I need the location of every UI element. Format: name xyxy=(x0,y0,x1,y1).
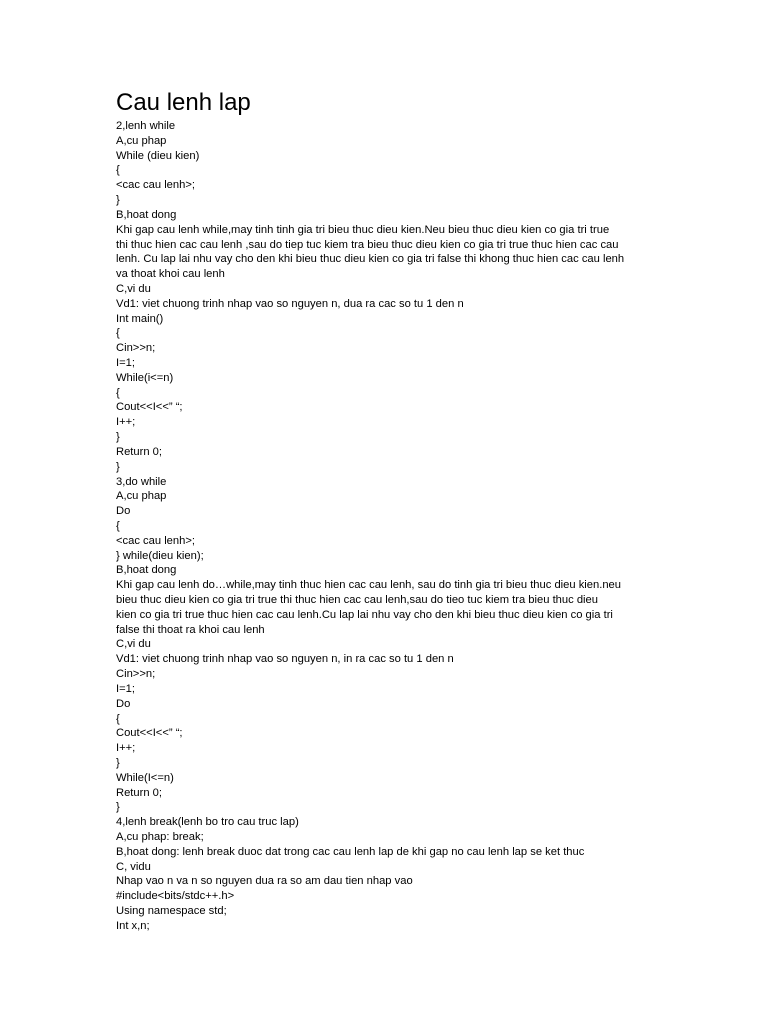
text-line: bieu thuc dieu kien co gia tri true thi thuc hien cac cau lenh,sau do tieo tuc kiem tra bieu thuc dieu xyxy=(116,594,598,606)
text-line: { xyxy=(116,519,120,532)
text-line: 2,lenh while xyxy=(116,120,176,132)
text-line: Do xyxy=(116,505,131,518)
text-line: kien co gia tri true thuc hien cac cau lenh.Cu lap lai nhu vay cho den khi bieu thuc dieu kien co gia tri xyxy=(116,608,613,621)
text-line: Cout<<I<<” “; xyxy=(116,401,183,414)
document-title: Cau lenh lap xyxy=(116,89,251,116)
text-line: A,cu phap: break; xyxy=(116,831,204,843)
text-line: { xyxy=(116,164,120,177)
text-line: } while(dieu kien); xyxy=(116,549,204,562)
text-line: While (dieu kien) xyxy=(116,149,200,162)
text-line: <cac cau lenh>; xyxy=(116,179,195,192)
text-line: } xyxy=(116,756,120,769)
text-line: I=1; xyxy=(116,357,135,369)
text-line: Khi gap cau lenh do…while,may tinh thuc hien cac cau lenh, sau do tinh gia tri bieu thuc dieu kien.neu xyxy=(116,579,622,592)
text-line: } xyxy=(116,801,120,814)
text-line: A,cu phap xyxy=(116,490,167,503)
text-line: Vd1: viet chuong trinh nhap vao so nguyen n, in ra cac so tu 1 den n xyxy=(116,653,454,666)
text-line: } xyxy=(116,460,120,473)
text-line: lenh. Cu lap lai nhu vay cho den khi bieu thuc dieu kien co gia tri false thi khong thuc hien cac cau lenh xyxy=(116,253,625,266)
text-line: thi thuc hien cac cau lenh ,sau do tiep tuc kiem tra bieu thuc dieu kien co gia tri true thuc hien cac cau xyxy=(116,238,619,251)
text-line: B,hoat dong xyxy=(116,208,177,221)
text-line: B,hoat dong: lenh break duoc dat trong cac cau lenh lap de khi gap no cau lenh lap se ket thuc xyxy=(116,845,585,858)
text-line: Using namespace std; xyxy=(116,905,227,918)
text-line: Cin>>n; xyxy=(116,342,156,355)
document-body xyxy=(116,88,656,934)
text-line: A,cu phap xyxy=(116,134,167,147)
text-line: I++; xyxy=(116,742,136,755)
text-line: { xyxy=(116,327,120,340)
text-line: { xyxy=(116,386,120,399)
text-line: Cin>>n; xyxy=(116,668,156,681)
text-line: C,vi du xyxy=(116,638,151,651)
text-line: 3,do while xyxy=(116,475,167,488)
text-line: Return 0; xyxy=(116,786,163,799)
text-line: 4,lenh break(lenh bo tro cau truc lap) xyxy=(116,816,299,829)
text-line: Nhap vao n va n so nguyen dua ra so am dau tien nhap vao xyxy=(116,875,413,888)
text-line: I++; xyxy=(116,416,136,429)
text-line: Do xyxy=(116,697,131,710)
text-line: C,vi du xyxy=(116,282,151,295)
text-line: Return 0; xyxy=(116,445,163,458)
text-line: I=1; xyxy=(116,682,135,695)
text-line: While(I<=n) xyxy=(116,771,174,784)
text-line: false thi thoat ra khoi cau lenh xyxy=(116,623,265,636)
text-line: Int main() xyxy=(116,312,164,325)
text-line: Vd1: viet chuong trinh nhap vao so nguyen n, dua ra cac so tu 1 den n xyxy=(116,297,464,310)
text-line: <cac cau lenh>; xyxy=(116,534,195,547)
text-line: #include<bits/stdc++.h> xyxy=(116,890,235,903)
text-line: C, vidu xyxy=(116,860,151,873)
text-line: { xyxy=(116,712,120,725)
text-line: Int x,n; xyxy=(116,919,150,932)
text-line: B,hoat dong xyxy=(116,564,177,577)
text-line: Khi gap cau lenh while,may tinh tinh gia tri bieu thuc dieu kien.Neu bieu thuc dieu kien co gia tri true xyxy=(116,223,610,236)
document-lines xyxy=(116,119,656,934)
text-line: Cout<<I<<” “; xyxy=(116,727,183,740)
text-line: While(i<=n) xyxy=(116,371,174,384)
text-line: } xyxy=(116,431,120,444)
text-line: va thoat khoi cau lenh xyxy=(116,268,225,281)
text-line: } xyxy=(116,194,120,207)
